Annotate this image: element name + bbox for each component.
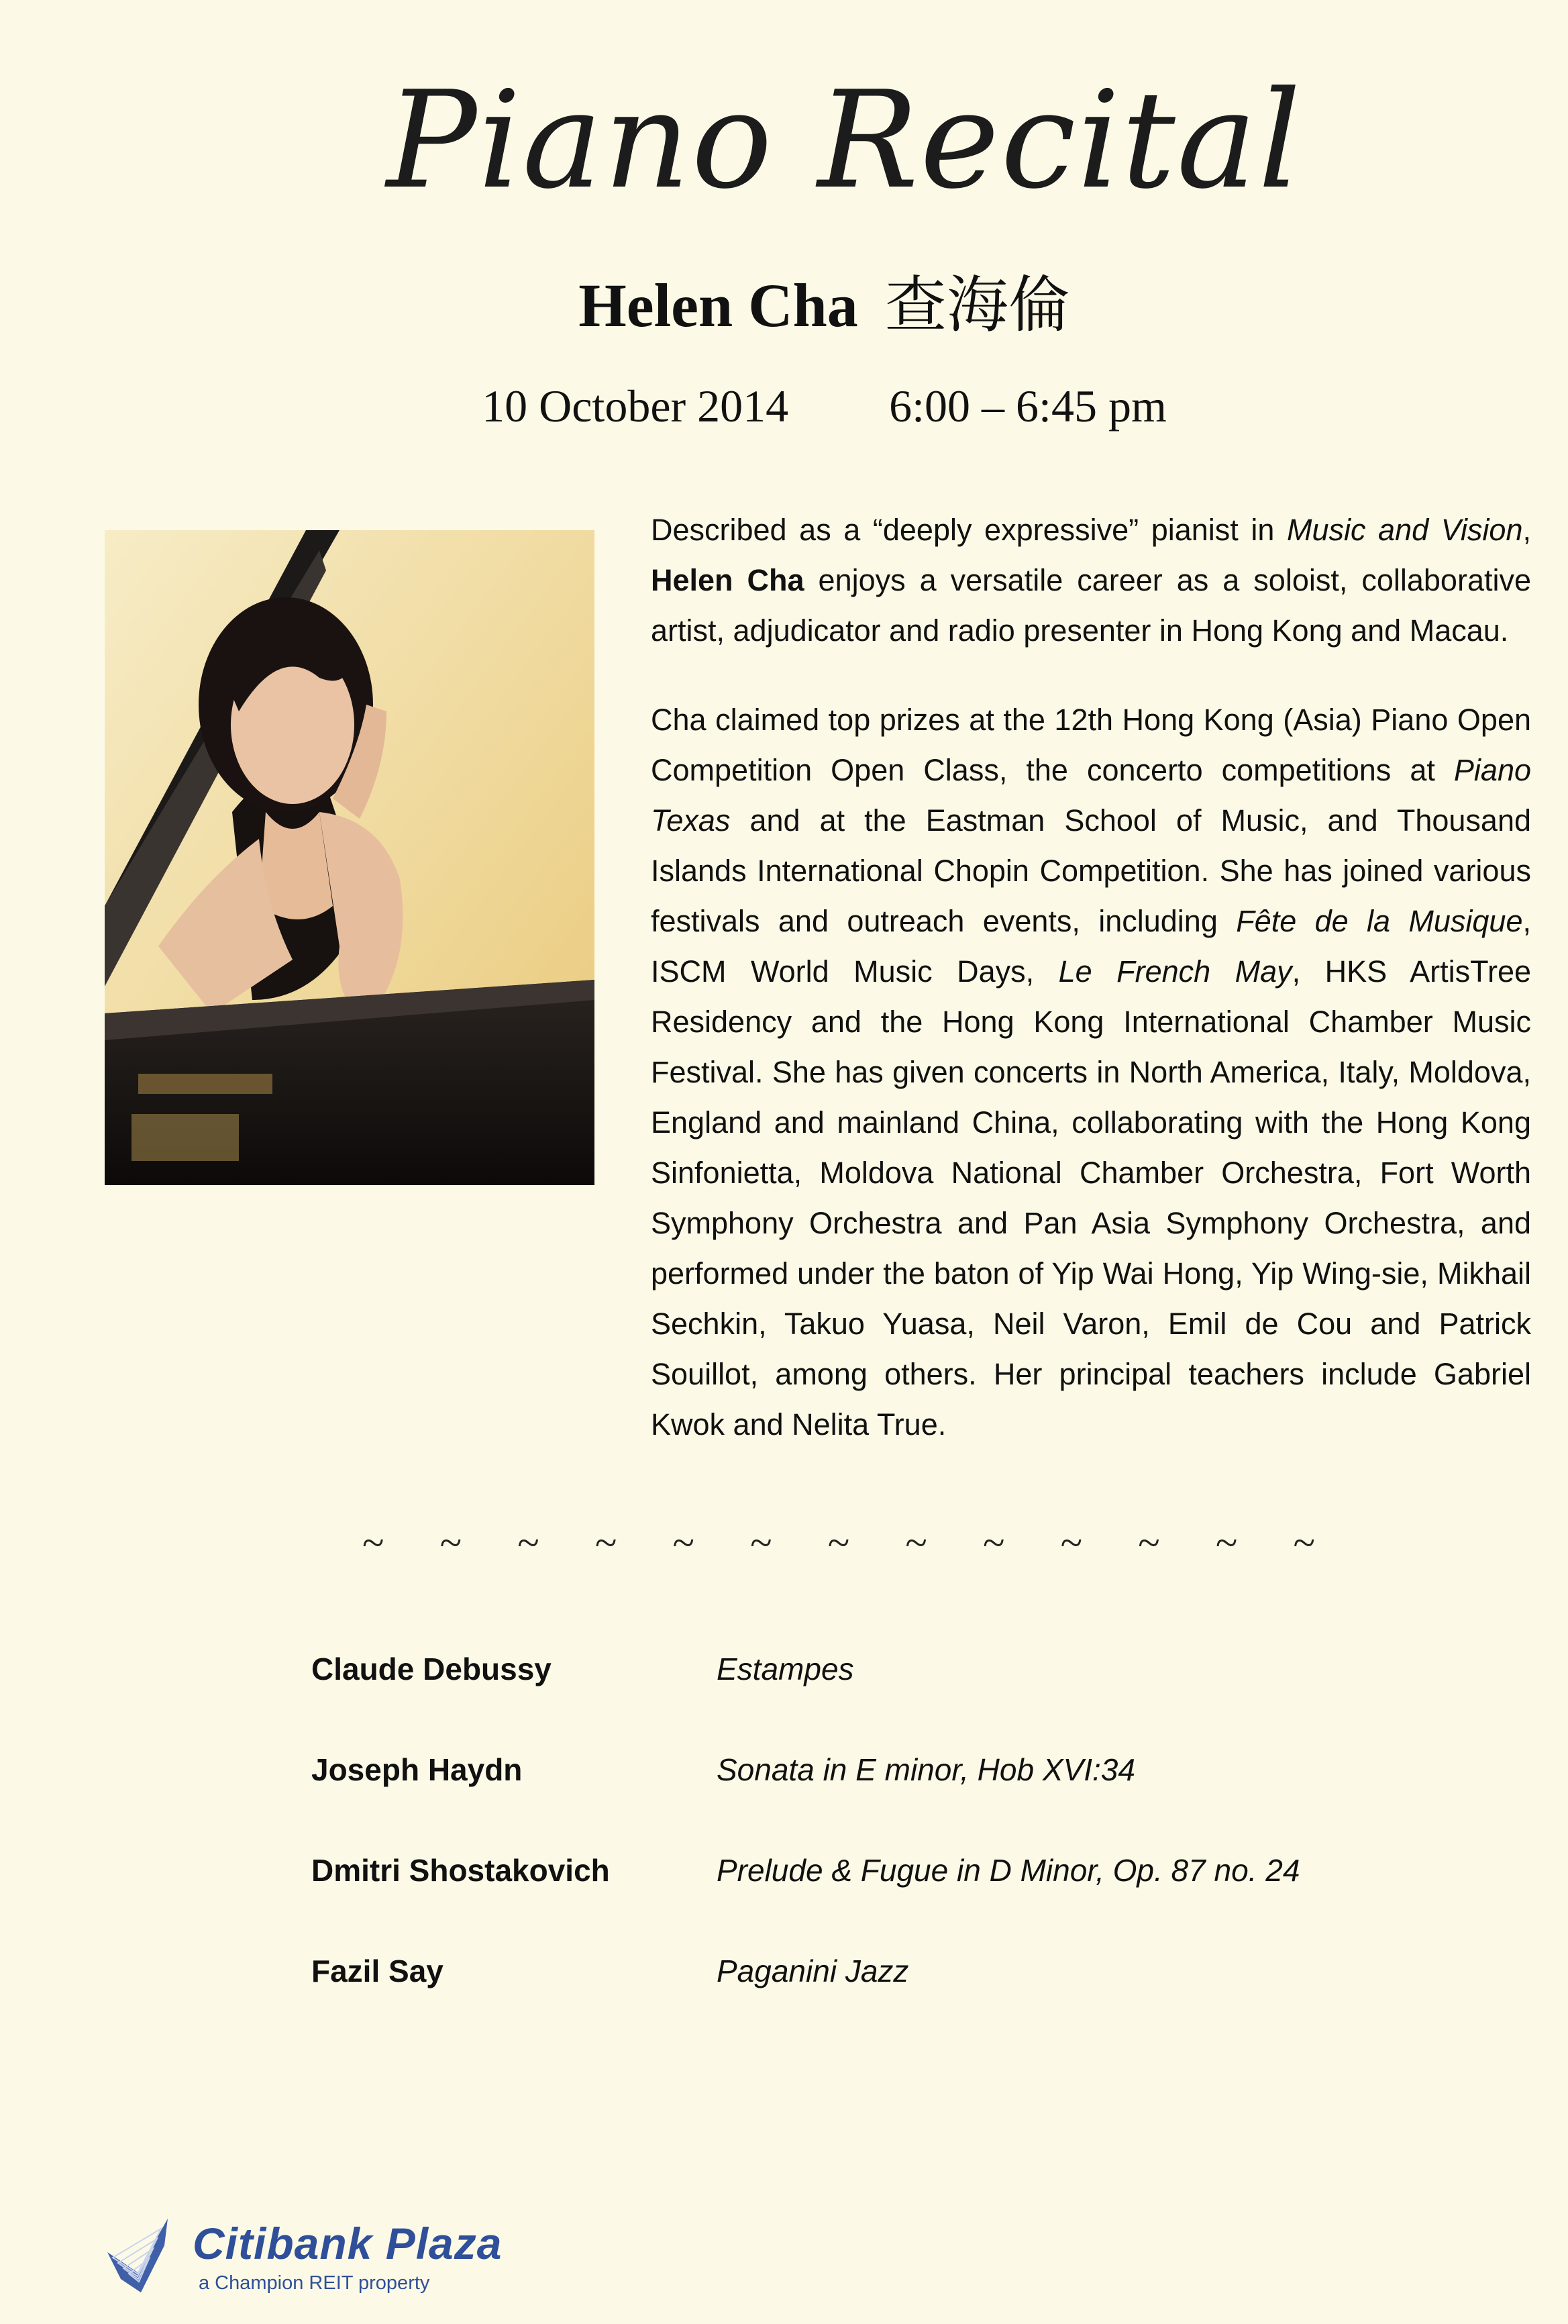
bio-text: and at the Eastman School of Music, and Thousand Islands International Chopin Competition. She has joined various festivals and outreach events, including	[651, 803, 1531, 938]
festival-name: Fête de la Musique	[1236, 904, 1523, 938]
event-datetime	[0, 376, 1568, 436]
divider-tilde: ~	[362, 1521, 384, 1565]
composer-name: Joseph Haydn	[311, 1752, 523, 1787]
performer-name-english: Helen Cha	[578, 271, 858, 340]
divider-tilde: ~	[1138, 1521, 1160, 1565]
tilde-divider	[362, 1520, 1315, 1566]
composer-name: Dmitri Shostakovich	[311, 1853, 610, 1888]
page-title: Piano Recital	[386, 62, 1303, 219]
event-date: 10 October 2014	[482, 381, 789, 432]
event-time: 6:00 – 6:45 pm	[889, 381, 1167, 432]
divider-tilde: ~	[594, 1521, 617, 1565]
performer-name	[0, 265, 1568, 346]
program-item	[311, 1852, 1452, 1953]
divider-tilde: ~	[517, 1521, 539, 1565]
bio-text: , HKS ArtisTree Residency and the Hong Kong International Chamber Music Festival. She has given concerts in North America, Italy, Moldova, England and mainland China, collaborating with the Hong Kong Sinfonietta, Moldova National Chamber Orchestra, Fort Worth Symphony Orchestra and Pan Asia Symphony Orchestra, and performed under the baton of Yip Wai Hong, Yip Wing-sie, Mikhail Sechkin, Takuo Yuasa, Neil Varon, Emil de Cou and Patrick Souillot, among others. Her principal teachers include Gabriel Kwok and Nelita True.	[651, 954, 1532, 1442]
program-list	[311, 1651, 1452, 2054]
bio-text: ,	[1522, 513, 1531, 547]
composer-name: Fazil Say	[311, 1954, 443, 1988]
program-item	[311, 1953, 1452, 2054]
work-title: Paganini Jazz	[717, 1954, 909, 1988]
divider-tilde: ~	[1293, 1521, 1315, 1565]
performer-bio	[651, 505, 1531, 1488]
work-title: Prelude & Fugue in D Minor, Op. 87 no. 24	[717, 1853, 1300, 1888]
bio-paragraph-1	[651, 505, 1531, 656]
divider-tilde: ~	[672, 1521, 694, 1565]
program-item	[311, 1651, 1452, 1752]
festival-name: Piano Texas	[651, 753, 1531, 838]
bio-text: Cha claimed top prizes at the 12th Hong Kong (Asia) Piano Open Competition Open Class, the concerto competitions at	[651, 703, 1531, 787]
work-title: Sonata in E minor, Hob XVI:34	[717, 1752, 1135, 1787]
divider-tilde: ~	[1060, 1521, 1083, 1565]
divider-tilde: ~	[1215, 1521, 1238, 1565]
bio-text: , ISCM World Music Days,	[651, 904, 1531, 989]
citibank-plaza-logo-icon	[101, 2212, 181, 2299]
divider-tilde: ~	[750, 1521, 772, 1565]
performer-photo-image	[105, 530, 594, 1185]
divider-tilde: ~	[905, 1521, 927, 1565]
work-title: Estampes	[717, 1652, 854, 1686]
program-item	[311, 1752, 1452, 1852]
performer-name-chinese: 查海倫	[884, 269, 1070, 341]
performer-name-bold: Helen Cha	[651, 563, 804, 597]
logo-wordmark: Citibank Plaza	[193, 2219, 503, 2268]
bio-paragraph-2	[651, 695, 1531, 1450]
publication-name: Music and Vision	[1286, 513, 1523, 547]
divider-tilde: ~	[827, 1521, 850, 1565]
composer-name: Claude Debussy	[311, 1652, 552, 1686]
divider-tilde: ~	[983, 1521, 1005, 1565]
performer-photo	[105, 530, 594, 1185]
festival-name: Le French May	[1058, 954, 1292, 989]
bio-text: enjoys a versatile career as a soloist, collaborative artist, adjudicator and radio presenter in Hong Kong and Macau.	[651, 563, 1531, 648]
logo-tagline: a Champion REIT property	[199, 2272, 430, 2294]
divider-tilde: ~	[439, 1521, 462, 1565]
bio-text: Described as a “deeply expressive” pianist in	[651, 513, 1287, 547]
